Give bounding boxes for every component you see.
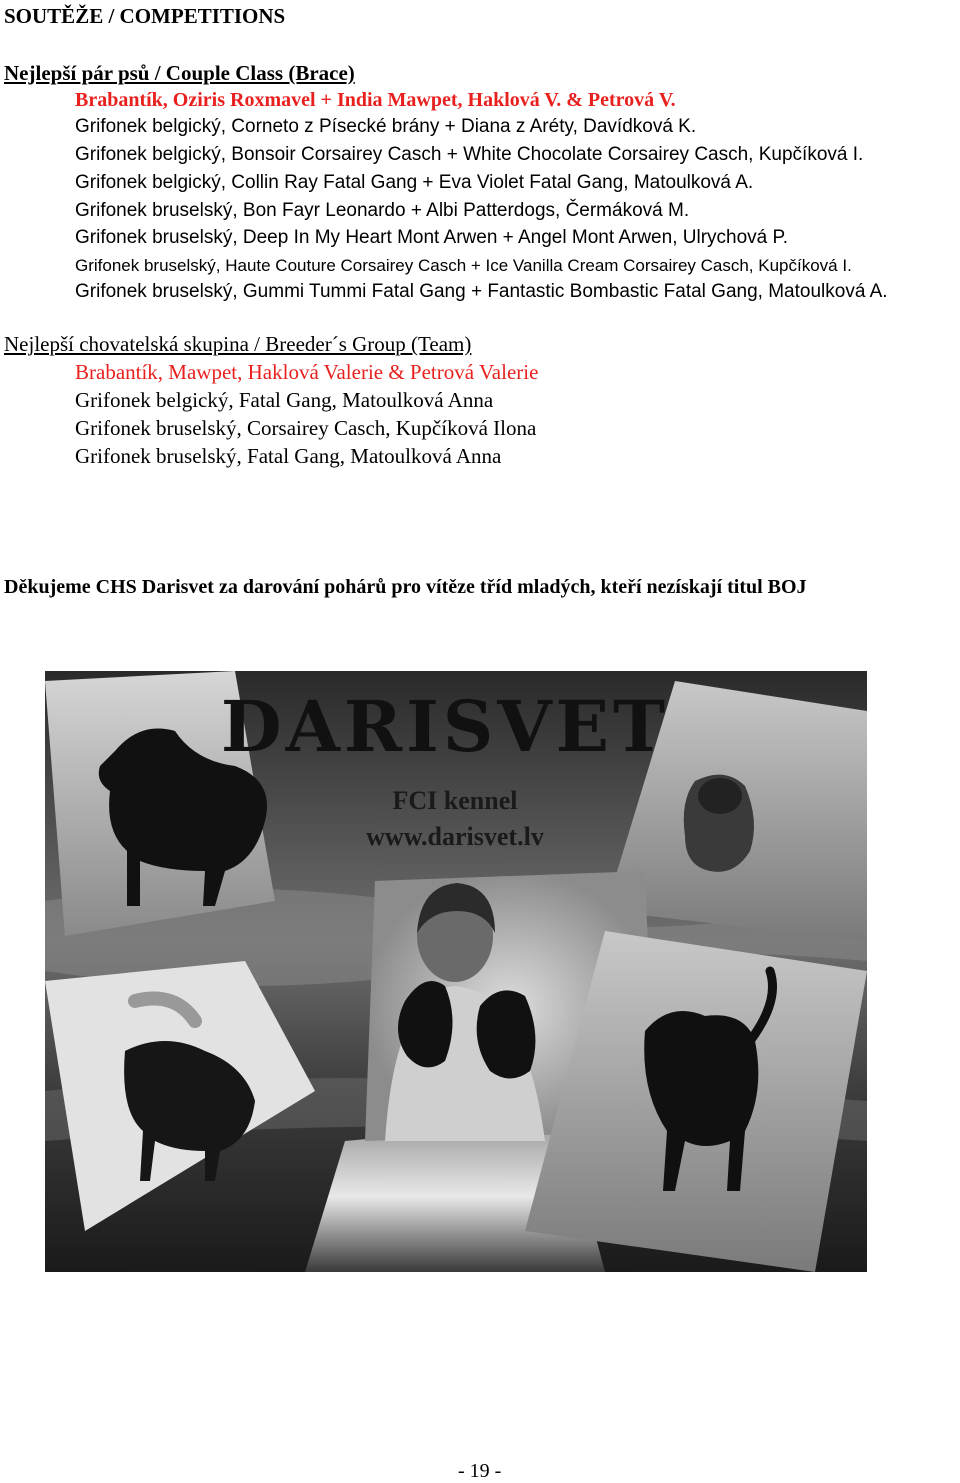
couple-entry: Grifonek bruselský, Deep In My Heart Mont Arwen + Angel Mont Arwen, Ulrychová P. xyxy=(75,227,789,248)
couple-entry: Grifonek bruselský, Haute Couture Corsairey Casch + Ice Vanilla Cream Corsairey Casch, Kupčíková I. xyxy=(75,256,852,275)
couple-entry: Grifonek belgický, Collin Ray Fatal Gang + Eva Violet Fatal Gang, Matoulková A. xyxy=(75,172,754,193)
breeder-entry: Grifonek bruselský, Corsairey Casch, Kupčíková Ilona xyxy=(75,416,537,440)
logo-text: DARISVET xyxy=(220,685,670,768)
darisvet-kennel-collage xyxy=(45,671,867,1272)
page-number: - 19 - xyxy=(458,1460,502,1482)
breeder-entry: Grifonek belgický, Fatal Gang, Matoulková Anna xyxy=(75,388,494,412)
breeder-entry: Grifonek bruselský, Fatal Gang, Matoulková Anna xyxy=(75,444,502,468)
breeder-group-winner: Brabantík, Mawpet, Haklová Valerie & Petrová Valerie xyxy=(75,360,539,384)
thanks-note: Děkujeme CHS Darisvet za darování pohárů pro vítěze tříd mladých, kteří nezískají titul BOJ xyxy=(4,576,807,598)
couple-entry: Grifonek belgický, Bonsoir Corsairey Casch + White Chocolate Corsairey Casch, Kupčíková I. xyxy=(75,144,864,165)
couple-entry: Grifonek bruselský, Gummi Tummi Fatal Gang + Fantastic Bombastic Fatal Gang, Matoulková A. xyxy=(75,281,888,302)
fci-kennel-text: FCI kennel xyxy=(392,786,518,815)
couple-entry: Grifonek belgický, Corneto z Písecké brány + Diana z Aréty, Davídková K. xyxy=(75,116,697,137)
couple-class-winner: Brabantík, Oziris Roxmavel + India Mawpet, Haklová V. & Petrová V. xyxy=(75,89,676,111)
couple-entry: Grifonek bruselský, Bon Fayr Leonardo + Albi Patterdogs, Čermáková M. xyxy=(75,200,690,221)
breeder-group-title: Nejlepší chovatelská skupina / Breeder´s Group (Team) xyxy=(4,332,472,356)
kennel-url-text: www.darisvet.lv xyxy=(366,822,544,851)
couple-class-title: Nejlepší pár psů / Couple Class (Brace) xyxy=(4,61,355,85)
page-heading: SOUTĚŽE / COMPETITIONS xyxy=(4,4,286,28)
